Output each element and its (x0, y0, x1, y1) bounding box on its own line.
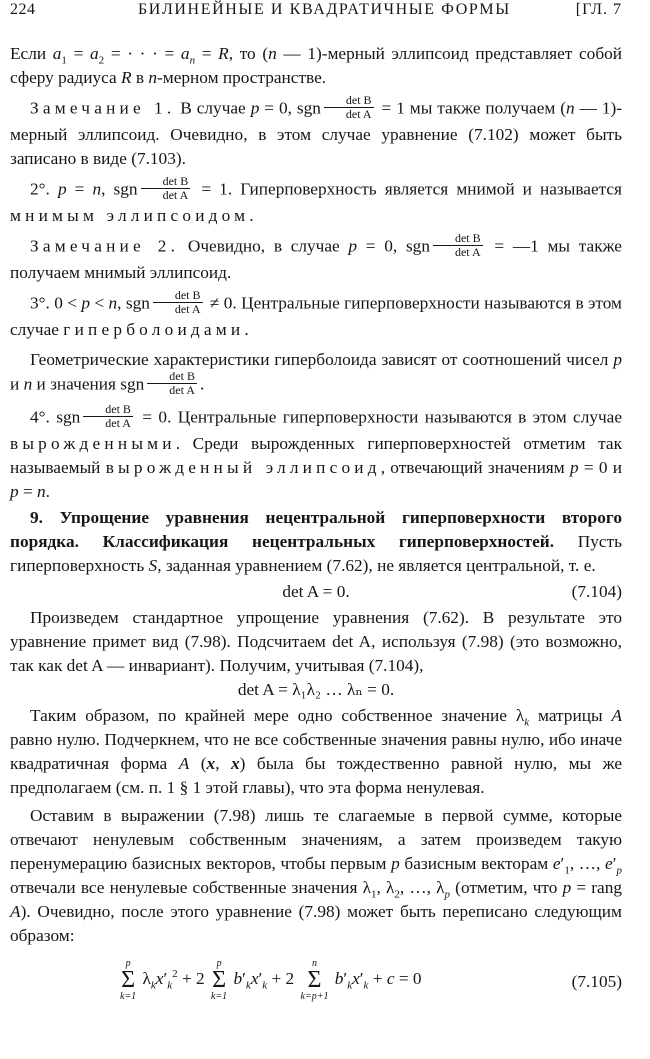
fraction-detB-detA: $\frac{\text{det B}}{\text{det A}}$ (153, 289, 203, 316)
paragraph-sphere: Если $a_1 = a_2$ = · · · = $a_n = R$, то (n — 1)-мерный эллипсоид представляет собой сферу радиуса R в n-мерном пространстве. (10, 44, 623, 87)
paragraph-eigenvalue: Таким образом, по крайней мере одно собственное значение $\lambda_k$ матрицы A равно нулю. Подчеркнем, что не все собственные значения равны нулю, ибо иначе квадратичная форма A (x, x) была бы тождественно равной нулю, мы же предполагаем (см. п. 1 § 1 этой главы), что эта форма ненулевая. (10, 706, 623, 797)
remark-2-label: Замечание 2. (30, 236, 180, 256)
equation-7-104 (10, 580, 622, 604)
equation-body: det A = λ₁λ₂ … λₙ = 0. (237, 680, 395, 699)
equation-7-105: p Σ k=1 $\lambda_kx'_k^2 + 2$ p Σ k=1 $b'_kx'_k + 2$ n Σ k=p+1 $b'_kx'_k + c = 0$ (7.105) (120, 958, 622, 1002)
term-imaginary-ellipsoid: мнимым эллипсоидом (10, 206, 250, 225)
fraction-detB-detA: $\frac{\text{det B}}{\text{det A}}$ (83, 403, 133, 430)
fraction-detB-detA: $\frac{\text{det B}}{\text{det A}}$ (147, 370, 197, 397)
section-9: 9. Упрощение уравнения нецентральной гиперповерхности второго порядка. Классификация нецентральных гиперповерхностей. Пусть гиперповерхность S, заданная уравнением (7.62), не является центральной, т. е. (10, 508, 622, 575)
paragraph-renumber: Оставим в выражении (7.98) лишь те слагаемые в первой сумме, которые отвечают ненулевым собственным значениям, а затем произведем такую перенумерацию базисных векторов, чтобы первым p базисным векторам $e'_1$, …, $e'_p$ отвечали все ненулевые собственные значения $\lambda_1$, $\lambda_2$, …, $\lambda_p$ (отметим, что p = rang A). Очевидно, после этого уравнение (7.98) может быть переписано следующим образом: (10, 806, 623, 945)
sum-symbol: p Σ k=1 (210, 958, 228, 1002)
body-text (10, 42, 622, 1002)
page-number: 224 (10, 1, 36, 18)
section-9-heading: 9. Упрощение уравнения нецентральной гиперповерхности второго порядка. Классификация нецентральных гиперповерхностей. (10, 508, 622, 551)
paragraph-simplify: Произведем стандартное упрощение уравнения (7.62). В результате это уравнение примет вид (7.98). Подсчитаем det A, используя (7.98) (это возможно, так как det A — инвариант). Получим, учитывая (7.104), (10, 608, 622, 675)
fraction-detB-detA: $\frac{\text{det B}}{\text{det A}}$ (141, 175, 191, 202)
equation-det-product (10, 678, 622, 702)
remark-2: Замечание 2. Очевидно, в случае p = 0, sgn $\frac{\text{det B}}{\text{det A}}$ = —1 мы также получаем мнимый эллипсоид. (10, 231, 622, 282)
equation-number: (7.104) (571, 582, 622, 601)
fraction-detB-detA: $\frac{\text{det B}}{\text{det A}}$ (433, 232, 483, 259)
case-2: 2°. p = n, sgn $\frac{\text{det B}}{\text{det A}}$ = 1. Гиперповерхность является мнимой и называется мнимым эллипсоидом. (10, 174, 622, 225)
sum-symbol: n Σ k=p+1 (300, 958, 329, 1002)
paragraph-geometry: Геометрические характеристики гиперболоида зависят от соотношений чисел p и n и значения sgn $\frac{\text{det B}}{\text{det A}}$ . (10, 350, 622, 397)
term-degenerate-ellipsoid: вырожденный эллипсоид (105, 458, 381, 477)
term-degenerate: вырожденными (10, 434, 176, 453)
remark-1-label: Замечание 1. (30, 98, 176, 118)
term-hyperboloids: гиперболоидами (63, 320, 245, 339)
chapter-marker: [ГЛ. 7 (575, 1, 622, 18)
sum-symbol: p Σ k=1 (120, 958, 137, 1002)
equation-body: det A = 0. (282, 582, 350, 601)
running-header (10, 0, 622, 22)
equation-number: (7.105) (571, 972, 622, 991)
case-4: 4°. sgn $\frac{\text{det B}}{\text{det A}}$ = 0. Центральные гиперповерхности называются в этом случае вырожденными. Среди вырожденных гиперповерхностей отметим так называемый вырожденный эллипсоид, отвечающий значениям p = 0 и p = n. (10, 402, 623, 501)
fraction-detB-detA: $\frac{\text{det B}}{\text{det A}}$ (324, 94, 374, 121)
running-title: БИЛИНЕЙНЫЕ И КВАДРАТИЧНЫЕ ФОРМЫ (138, 1, 511, 18)
case-3: 3°. 0 < p < n, sgn $\frac{\text{det B}}{\text{det A}}$ ≠ 0. Центральные гиперповерхности называются в этом случае гиперболоидами. (10, 288, 622, 339)
remark-1: Замечание 1. В случае p = 0, sgn $\frac{\text{det B}}{\text{det A}}$ = 1 мы также получаем (n — 1)-мерный эллипсоид. Очевидно, в этом случае уравнение (7.102) может быть записано в виде (7.103). (10, 93, 622, 168)
